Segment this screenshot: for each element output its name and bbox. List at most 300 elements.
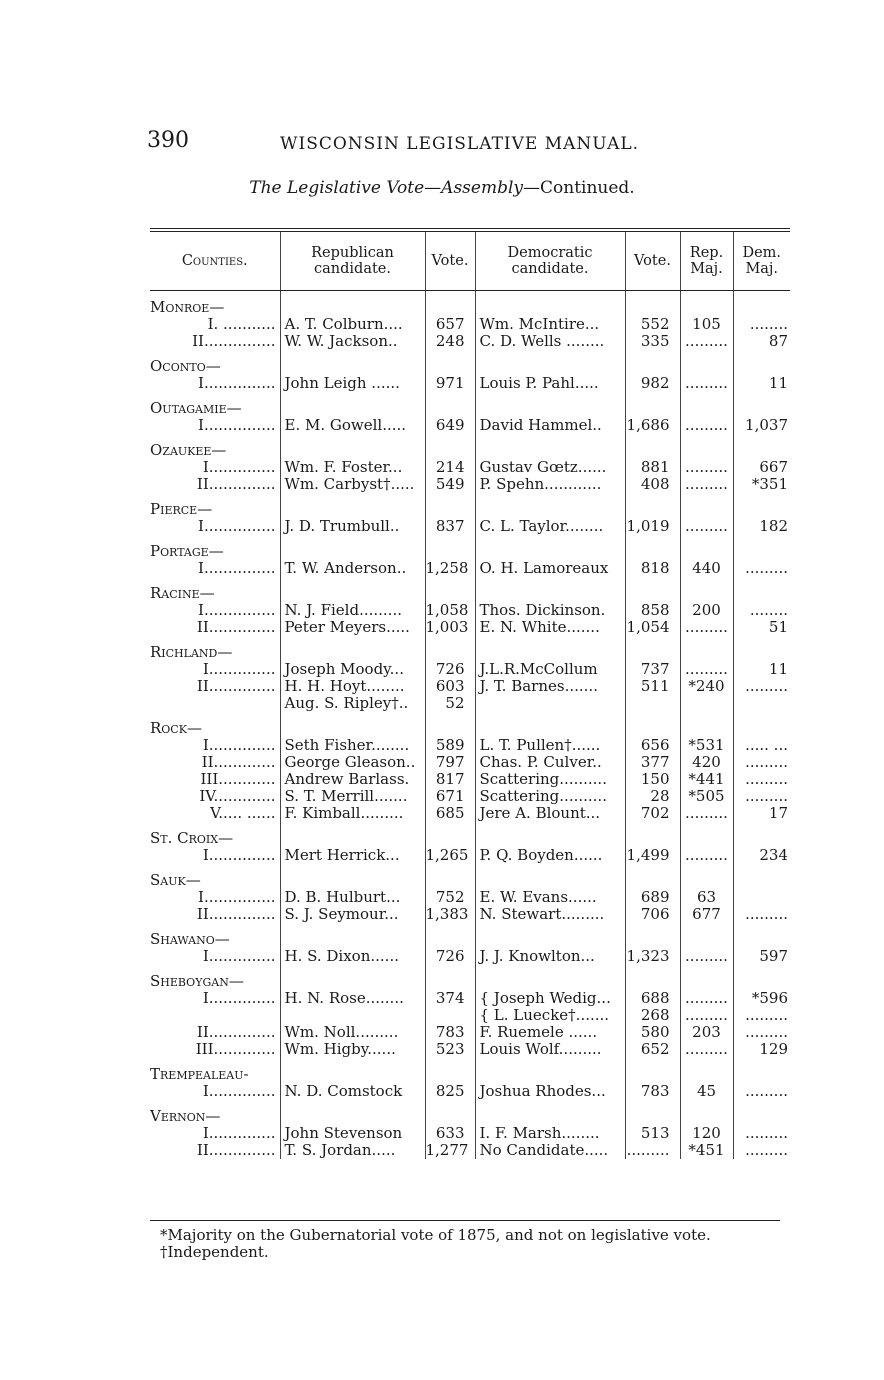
republican-candidate-cell: Joseph Moody...	[280, 661, 425, 678]
district-cell: II..............	[196, 906, 276, 923]
table-row	[150, 459, 790, 476]
empty-cell	[425, 350, 475, 375]
county-name: Outagamie—	[150, 399, 242, 417]
table-row	[150, 805, 790, 822]
democratic-candidate-cell: Scattering..........	[475, 771, 625, 788]
empty-cell	[680, 822, 733, 847]
democratic-candidate-cell: Scattering..........	[475, 788, 625, 805]
republican-candidate-cell: S. T. Merrill.......	[280, 788, 425, 805]
empty-cell	[680, 923, 733, 948]
republican-vote-cell: 1,277	[425, 1142, 475, 1159]
header-counties: Counties.	[150, 230, 280, 291]
district-cell: II..............	[196, 1142, 276, 1159]
dem-majority-cell: 234	[733, 847, 790, 864]
rep-majority-cell: 420	[680, 754, 733, 771]
empty-cell	[475, 434, 625, 459]
table-row	[150, 906, 790, 923]
table-row	[150, 333, 790, 350]
republican-vote-cell: 214	[425, 459, 475, 476]
democratic-vote-cell: 783	[625, 1083, 680, 1100]
republican-candidate-cell: Wm. Noll.........	[280, 1024, 425, 1041]
empty-cell	[733, 577, 790, 602]
democratic-vote-cell: 1,054	[625, 619, 680, 636]
district-cell: I...............	[198, 375, 276, 392]
dem-majority-cell: ........	[733, 602, 790, 619]
district-cell: I...............	[198, 560, 276, 577]
rep-majority-cell: 45	[680, 1083, 733, 1100]
district-cell: I..............	[202, 948, 276, 965]
county-row	[150, 636, 790, 661]
header-democratic-text: Democratic candidate.	[507, 245, 593, 277]
rep-majority-cell: .........	[680, 518, 733, 535]
table-row	[150, 948, 790, 965]
democratic-vote-cell: 513	[625, 1125, 680, 1142]
democratic-candidate-cell: P. Q. Boyden......	[475, 847, 625, 864]
democratic-vote-cell: 881	[625, 459, 680, 476]
empty-cell	[425, 864, 475, 889]
republican-vote-cell: 1,383	[425, 906, 475, 923]
table-row	[150, 990, 790, 1007]
empty-cell	[280, 577, 425, 602]
rep-majority-cell: .........	[680, 847, 733, 864]
subtitle-roman: Continued.	[540, 178, 635, 198]
republican-candidate-cell	[280, 1007, 425, 1024]
rep-majority-cell: *451	[680, 1142, 733, 1159]
dem-majority-cell: ........	[733, 316, 790, 333]
republican-candidate-cell: J. D. Trumbull..	[280, 518, 425, 535]
democratic-vote-cell: .........	[625, 1142, 680, 1159]
democratic-candidate-cell: J. J. Knowlton...	[475, 948, 625, 965]
empty-cell	[280, 434, 425, 459]
district-cell: IV.............	[199, 788, 276, 805]
democratic-candidate-cell: I. F. Marsh........	[475, 1125, 625, 1142]
county-row	[150, 965, 790, 990]
dem-majority-cell: 11	[733, 375, 790, 392]
county-name: Pierce—	[150, 500, 213, 518]
empty-cell	[625, 1058, 680, 1083]
rep-majority-cell: 200	[680, 602, 733, 619]
rep-majority-cell: .........	[680, 1041, 733, 1058]
democratic-candidate-cell: C. L. Taylor........	[475, 518, 625, 535]
header-democratic-candidate	[475, 230, 625, 291]
empty-cell	[680, 1100, 733, 1125]
democratic-candidate-cell: Thos. Dickinson.	[475, 602, 625, 619]
republican-vote-cell: 633	[425, 1125, 475, 1142]
district-cell: II..............	[196, 1024, 276, 1041]
dem-majority-cell: .........	[733, 788, 790, 805]
empty-cell	[680, 493, 733, 518]
empty-cell	[475, 392, 625, 417]
empty-cell	[475, 1100, 625, 1125]
footnote-independent: †Independent.	[160, 1243, 269, 1261]
empty-cell	[425, 1058, 475, 1083]
header-republican-vote: Vote.	[425, 230, 475, 291]
empty-cell	[425, 1100, 475, 1125]
republican-candidate-cell: Wm. Carbyst†.....	[280, 476, 425, 493]
table-row	[150, 661, 790, 678]
rep-majority-cell: .........	[680, 805, 733, 822]
empty-cell	[680, 712, 733, 737]
table-row	[150, 602, 790, 619]
democratic-candidate-cell: Gustav Gœtz......	[475, 459, 625, 476]
empty-cell	[680, 535, 733, 560]
democratic-vote-cell: 737	[625, 661, 680, 678]
republican-candidate-cell: T. W. Anderson..	[280, 560, 425, 577]
empty-cell	[280, 712, 425, 737]
democratic-vote-cell: 580	[625, 1024, 680, 1041]
republican-vote-cell: 837	[425, 518, 475, 535]
empty-cell	[425, 535, 475, 560]
table-row	[150, 1041, 790, 1058]
empty-cell	[475, 864, 625, 889]
empty-cell	[625, 965, 680, 990]
table-row	[150, 316, 790, 333]
table-row	[150, 560, 790, 577]
empty-cell	[425, 636, 475, 661]
republican-vote-cell: 971	[425, 375, 475, 392]
democratic-candidate-cell: C. D. Wells ........	[475, 333, 625, 350]
dem-majority-cell: .........	[733, 560, 790, 577]
district-cell: I..............	[202, 990, 276, 1007]
republican-vote-cell: 1,265	[425, 847, 475, 864]
table-row	[150, 476, 790, 493]
republican-vote-cell: 1,258	[425, 560, 475, 577]
empty-cell	[280, 864, 425, 889]
republican-candidate-cell: E. M. Gowell.....	[280, 417, 425, 434]
empty-cell	[475, 577, 625, 602]
dem-majority-cell: .........	[733, 1007, 790, 1024]
republican-vote-cell: 1,003	[425, 619, 475, 636]
district-cell: I...............	[198, 889, 276, 906]
district-cell	[150, 695, 280, 712]
democratic-candidate-cell: Chas. P. Culver..	[475, 754, 625, 771]
republican-vote-cell: 52	[425, 695, 475, 712]
county-row	[150, 350, 790, 375]
empty-cell	[625, 923, 680, 948]
district-cell: I..............	[202, 1125, 276, 1142]
header-republican-candidate	[280, 230, 425, 291]
empty-cell	[680, 350, 733, 375]
dem-majority-cell	[733, 889, 790, 906]
table-row	[150, 847, 790, 864]
democratic-vote-cell: 511	[625, 678, 680, 695]
democratic-vote-cell: 335	[625, 333, 680, 350]
empty-cell	[733, 636, 790, 661]
rep-majority-cell: *441	[680, 771, 733, 788]
empty-cell	[680, 434, 733, 459]
democratic-candidate-cell: No Candidate.....	[475, 1142, 625, 1159]
header-rep-maj	[680, 230, 733, 291]
empty-cell	[425, 965, 475, 990]
empty-cell	[625, 350, 680, 375]
rep-majority-cell: 677	[680, 906, 733, 923]
rep-majority-cell: .........	[680, 417, 733, 434]
democratic-vote-cell: 268	[625, 1007, 680, 1024]
district-cell: I..............	[202, 661, 276, 678]
table-row	[150, 695, 790, 712]
empty-cell	[625, 864, 680, 889]
district-cell: II..............	[196, 619, 276, 636]
county-name: Richland—	[150, 643, 233, 661]
empty-cell	[733, 291, 790, 317]
dem-majority-cell: 87	[733, 333, 790, 350]
dem-majority-cell	[733, 695, 790, 712]
empty-cell	[733, 493, 790, 518]
democratic-vote-cell: 652	[625, 1041, 680, 1058]
county-name: Racine—	[150, 584, 215, 602]
county-row	[150, 822, 790, 847]
county-row	[150, 712, 790, 737]
empty-cell	[475, 1058, 625, 1083]
empty-cell	[475, 923, 625, 948]
county-name: Trempealeau-	[150, 1065, 249, 1083]
republican-vote-cell	[425, 1007, 475, 1024]
empty-cell	[425, 291, 475, 317]
county-name: Shawano—	[150, 930, 230, 948]
democratic-candidate-cell	[475, 695, 625, 712]
republican-candidate-cell: H. H. Hoyt........	[280, 678, 425, 695]
rep-majority-cell: 105	[680, 316, 733, 333]
table-row	[150, 375, 790, 392]
empty-cell	[425, 392, 475, 417]
republican-vote-cell: 374	[425, 990, 475, 1007]
county-name: Vernon—	[150, 1107, 221, 1125]
county-row	[150, 923, 790, 948]
empty-cell	[475, 535, 625, 560]
county-row	[150, 434, 790, 459]
table-row	[150, 1083, 790, 1100]
democratic-candidate-cell: Louis Wolf.........	[475, 1041, 625, 1058]
empty-cell	[475, 965, 625, 990]
republican-candidate-cell: S. J. Seymour...	[280, 906, 425, 923]
header-rep-maj-text: Rep. Maj.	[689, 245, 724, 277]
table-row	[150, 889, 790, 906]
empty-cell	[280, 1100, 425, 1125]
table-row	[150, 754, 790, 771]
empty-cell	[625, 291, 680, 317]
rep-majority-cell: 63	[680, 889, 733, 906]
district-cell: I. ...........	[207, 316, 276, 333]
empty-cell	[280, 291, 425, 317]
republican-vote-cell: 752	[425, 889, 475, 906]
republican-vote-cell: 671	[425, 788, 475, 805]
empty-cell	[475, 822, 625, 847]
republican-vote-cell: 248	[425, 333, 475, 350]
empty-cell	[733, 434, 790, 459]
empty-cell	[475, 350, 625, 375]
rep-majority-cell: .........	[680, 333, 733, 350]
table-row	[150, 417, 790, 434]
republican-candidate-cell: W. W. Jackson..	[280, 333, 425, 350]
table-row	[150, 619, 790, 636]
empty-cell	[425, 493, 475, 518]
empty-cell	[625, 535, 680, 560]
empty-cell	[733, 350, 790, 375]
empty-cell	[280, 636, 425, 661]
empty-cell	[680, 291, 733, 317]
republican-candidate-cell: N. D. Comstock	[280, 1083, 425, 1100]
empty-cell	[625, 712, 680, 737]
district-cell: I..............	[202, 459, 276, 476]
empty-cell	[475, 291, 625, 317]
district-cell: II...............	[192, 333, 276, 350]
democratic-candidate-cell: Joshua Rhodes...	[475, 1083, 625, 1100]
dem-majority-cell: 11	[733, 661, 790, 678]
democratic-vote-cell: 408	[625, 476, 680, 493]
table-header-row	[150, 230, 790, 291]
table-row	[150, 737, 790, 754]
district-cell: I..............	[202, 847, 276, 864]
democratic-candidate-cell: O. H. Lamoreaux	[475, 560, 625, 577]
empty-cell	[733, 712, 790, 737]
table-subtitle	[0, 178, 884, 198]
county-name: Monroe—	[150, 298, 225, 316]
democratic-vote-cell: 1,686	[625, 417, 680, 434]
rep-majority-cell: 120	[680, 1125, 733, 1142]
rep-majority-cell: .........	[680, 661, 733, 678]
dem-majority-cell: *596	[733, 990, 790, 1007]
empty-cell	[425, 434, 475, 459]
republican-candidate-cell: Mert Herrick...	[280, 847, 425, 864]
democratic-candidate-cell: L. T. Pullen†......	[475, 737, 625, 754]
dem-majority-cell: *351	[733, 476, 790, 493]
democratic-candidate-cell: David Hammel..	[475, 417, 625, 434]
dem-majority-cell: 129	[733, 1041, 790, 1058]
democratic-candidate-cell: Jere A. Blount...	[475, 805, 625, 822]
empty-cell	[733, 1058, 790, 1083]
empty-cell	[625, 822, 680, 847]
table-row	[150, 771, 790, 788]
democratic-candidate-cell: Wm. McIntire...	[475, 316, 625, 333]
district-cell: I...............	[198, 602, 276, 619]
rep-majority-cell: *531	[680, 737, 733, 754]
republican-vote-cell: 657	[425, 316, 475, 333]
empty-cell	[425, 923, 475, 948]
republican-vote-cell: 1,058	[425, 602, 475, 619]
republican-vote-cell: 797	[425, 754, 475, 771]
democratic-vote-cell: 377	[625, 754, 680, 771]
empty-cell	[680, 864, 733, 889]
district-cell: II..............	[196, 678, 276, 695]
empty-cell	[280, 923, 425, 948]
dem-majority-cell: .........	[733, 1024, 790, 1041]
empty-cell	[280, 350, 425, 375]
democratic-vote-cell: 706	[625, 906, 680, 923]
democratic-vote-cell: 552	[625, 316, 680, 333]
empty-cell	[625, 1100, 680, 1125]
county-name: Oconto—	[150, 357, 221, 375]
democratic-vote-cell: 858	[625, 602, 680, 619]
republican-candidate-cell: John Leigh ......	[280, 375, 425, 392]
empty-cell	[733, 392, 790, 417]
republican-vote-cell: 603	[425, 678, 475, 695]
dem-majority-cell: .........	[733, 1083, 790, 1100]
rep-majority-cell: .........	[680, 459, 733, 476]
county-name: Portage—	[150, 542, 224, 560]
empty-cell	[280, 1058, 425, 1083]
democratic-candidate-cell: { L. Luecke†.......	[475, 1007, 625, 1024]
dem-majority-cell: .........	[733, 1142, 790, 1159]
table-row	[150, 1142, 790, 1159]
republican-vote-cell: 817	[425, 771, 475, 788]
rep-majority-cell: .........	[680, 375, 733, 392]
democratic-candidate-cell: N. Stewart.........	[475, 906, 625, 923]
county-row	[150, 535, 790, 560]
header-democratic-vote: Vote.	[625, 230, 680, 291]
democratic-candidate-cell: { Joseph Wedig...	[475, 990, 625, 1007]
rep-majority-cell: 203	[680, 1024, 733, 1041]
empty-cell	[475, 712, 625, 737]
table-row	[150, 518, 790, 535]
empty-cell	[475, 493, 625, 518]
table-row	[150, 678, 790, 695]
republican-candidate-cell: H. N. Rose........	[280, 990, 425, 1007]
district-cell: III.............	[195, 1041, 276, 1058]
empty-cell	[475, 636, 625, 661]
republican-candidate-cell: N. J. Field.........	[280, 602, 425, 619]
rep-majority-cell	[680, 695, 733, 712]
democratic-candidate-cell: J.L.R.McCollum	[475, 661, 625, 678]
dem-majority-cell: .........	[733, 754, 790, 771]
democratic-vote-cell: 1,019	[625, 518, 680, 535]
republican-vote-cell: 726	[425, 948, 475, 965]
republican-candidate-cell: George Gleason..	[280, 754, 425, 771]
county-row	[150, 1100, 790, 1125]
empty-cell	[680, 1058, 733, 1083]
rep-majority-cell: *240	[680, 678, 733, 695]
republican-candidate-cell: H. S. Dixon......	[280, 948, 425, 965]
page-number: 390	[147, 128, 189, 153]
democratic-vote-cell: 150	[625, 771, 680, 788]
county-name: Ozaukee—	[150, 441, 227, 459]
rep-majority-cell: .........	[680, 948, 733, 965]
district-cell: I..............	[202, 737, 276, 754]
empty-cell	[680, 577, 733, 602]
republican-candidate-cell: A. T. Colburn....	[280, 316, 425, 333]
republican-candidate-cell: D. B. Hulburt...	[280, 889, 425, 906]
rep-majority-cell: .........	[680, 1007, 733, 1024]
democratic-candidate-cell: E. N. White.......	[475, 619, 625, 636]
dem-majority-cell: 182	[733, 518, 790, 535]
empty-cell	[733, 535, 790, 560]
rep-majority-cell: 440	[680, 560, 733, 577]
democratic-vote-cell: 818	[625, 560, 680, 577]
empty-cell	[733, 965, 790, 990]
republican-vote-cell: 685	[425, 805, 475, 822]
empty-cell	[280, 392, 425, 417]
republican-candidate-cell: Seth Fisher........	[280, 737, 425, 754]
empty-cell	[280, 822, 425, 847]
county-row	[150, 392, 790, 417]
republican-candidate-cell: Andrew Barlass.	[280, 771, 425, 788]
rep-majority-cell: .........	[680, 619, 733, 636]
table-row	[150, 1125, 790, 1142]
empty-cell	[680, 965, 733, 990]
district-cell: II..............	[196, 476, 276, 493]
dem-majority-cell: 17	[733, 805, 790, 822]
empty-cell	[625, 434, 680, 459]
county-row	[150, 577, 790, 602]
district-cell: I..............	[202, 1083, 276, 1100]
dem-majority-cell: .........	[733, 678, 790, 695]
empty-cell	[625, 392, 680, 417]
democratic-candidate-cell: J. T. Barnes.......	[475, 678, 625, 695]
empty-cell	[733, 1100, 790, 1125]
republican-vote-cell: 649	[425, 417, 475, 434]
republican-vote-cell: 825	[425, 1083, 475, 1100]
republican-candidate-cell: F. Kimball.........	[280, 805, 425, 822]
empty-cell	[733, 864, 790, 889]
